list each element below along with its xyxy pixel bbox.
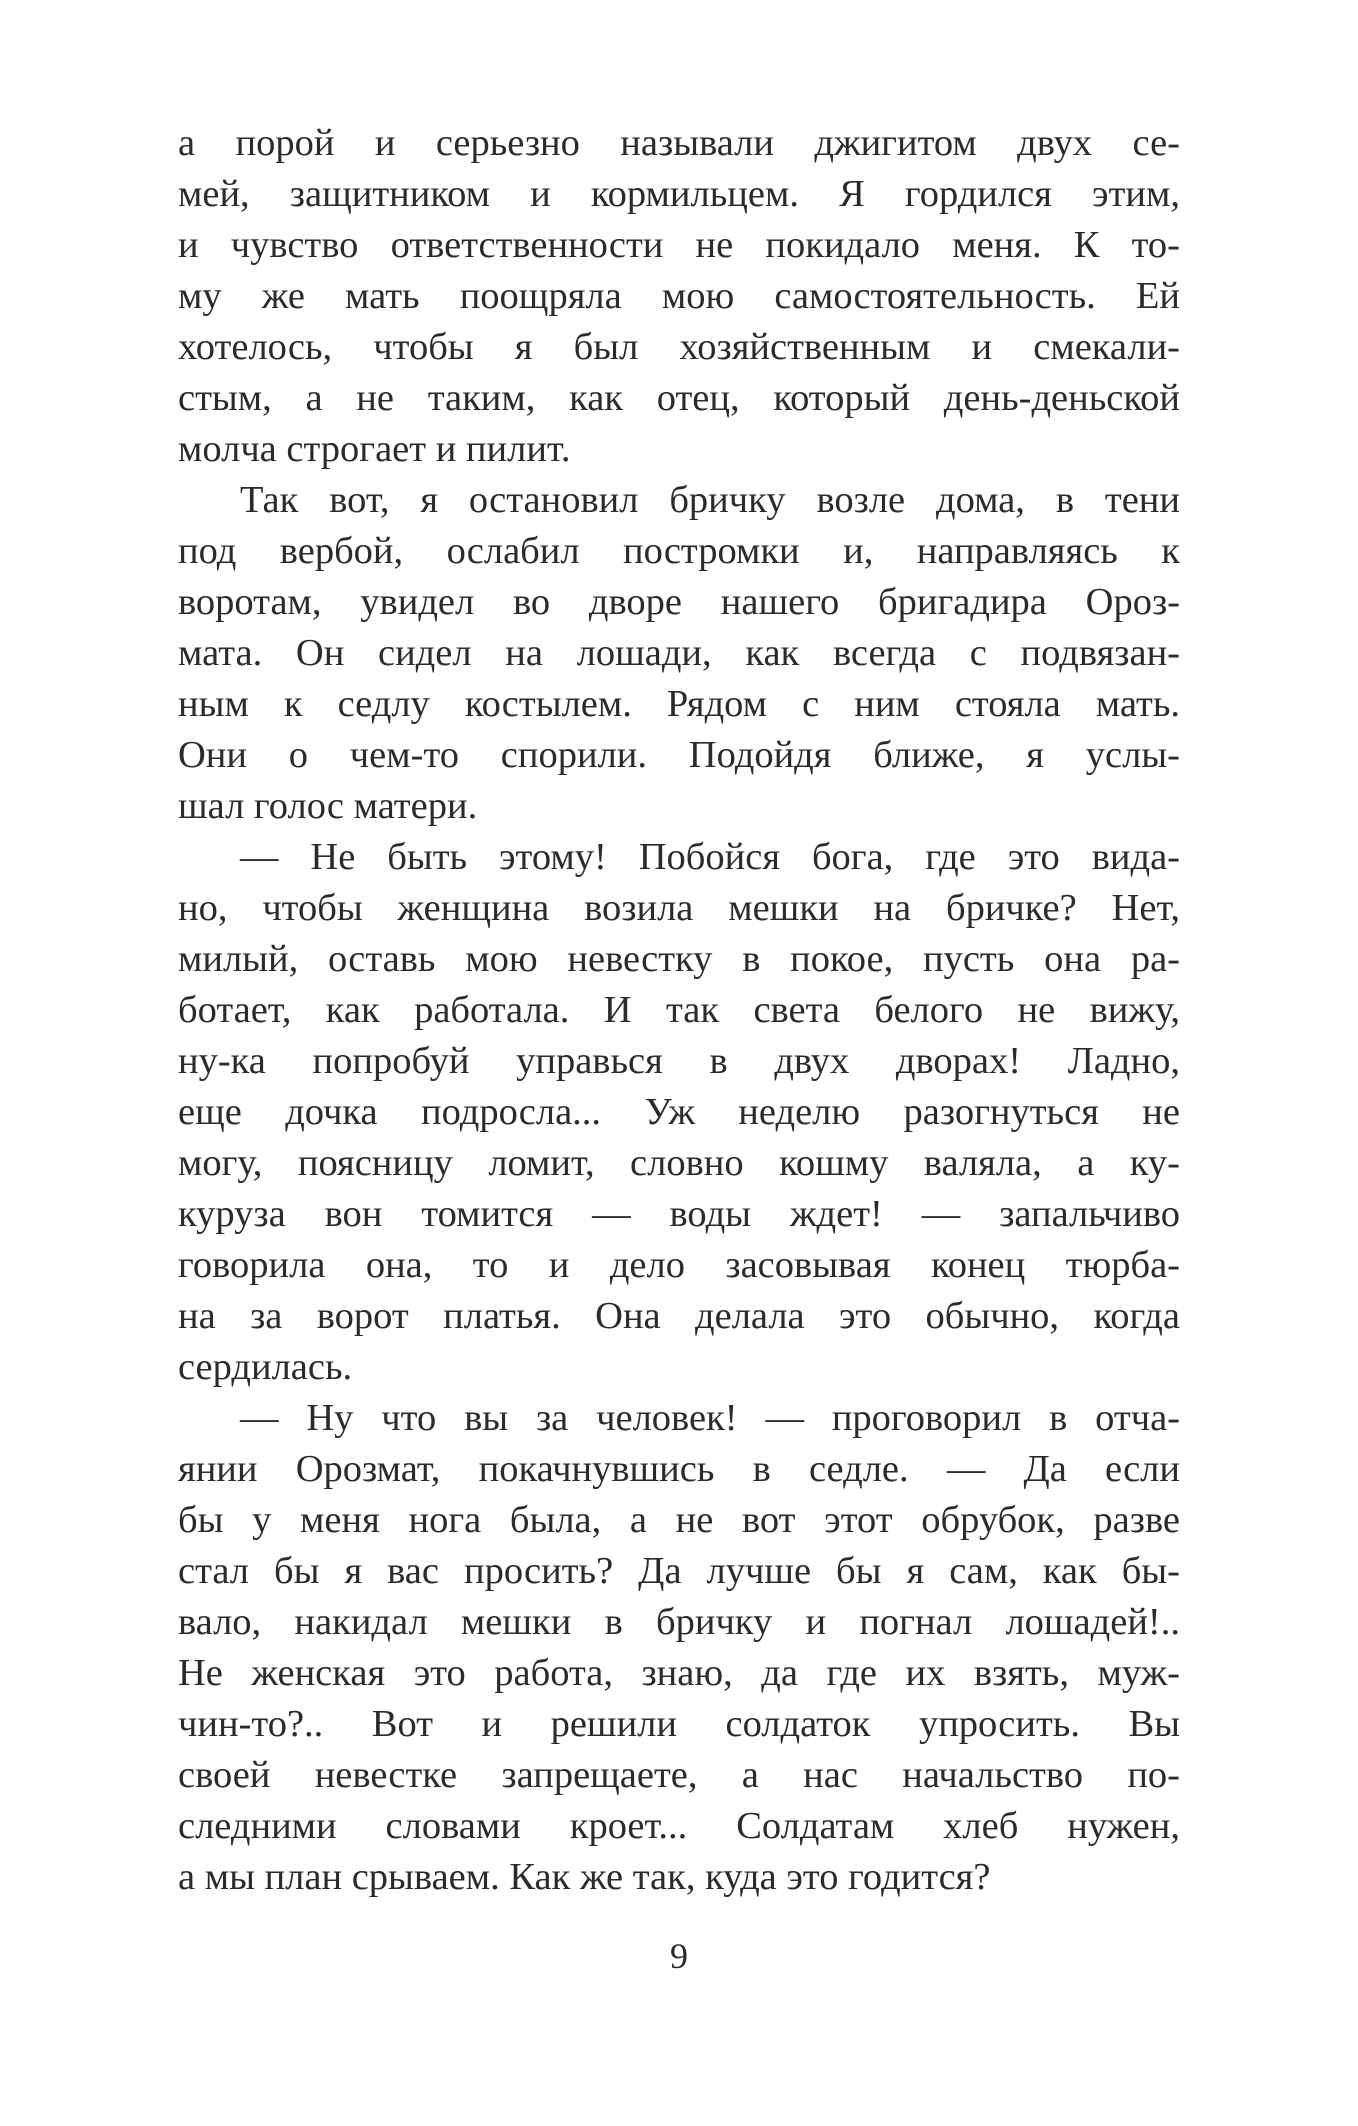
text-line: ным к седлу костылем. Рядом с ним стояла мать.: [178, 683, 1180, 725]
text-line: Так вот, я остановил бричку возле дома, в тени: [240, 479, 1180, 521]
paragraph: [178, 118, 1180, 475]
text-line: могу, поясницу ломит, словно кошму валяла, а ку-: [178, 1142, 1180, 1184]
text-line: Они о чем-то спорили. Подойдя ближе, я услы-: [178, 734, 1180, 776]
text-line: чин-то?.. Вот и решили солдаток упросить. Вы: [178, 1703, 1180, 1745]
text-line: следними словами кроет... Солдатам хлеб нужен,: [178, 1805, 1180, 1847]
text-line: вало, накидал мешки в бричку и погнал лошадей!..: [178, 1601, 1180, 1643]
text-line: му же мать поощряла мою самостоятельность. Ей: [178, 275, 1180, 317]
paragraph: [178, 832, 1180, 1393]
text-line: но, чтобы женщина возила мешки на бричке? Нет,: [178, 887, 1180, 929]
text-line: еще дочка подросла... Уж неделю разогнуться не: [178, 1091, 1180, 1133]
text-line: ну-ка попробуй управься в двух дворах! Ладно,: [178, 1040, 1180, 1082]
text-line: а порой и серьезно называли джигитом двух се-: [178, 122, 1180, 164]
text-line: на за ворот платья. Она делала это обычно, когда: [178, 1295, 1180, 1337]
text-line: ботает, как работала. И так света белого не вижу,: [178, 989, 1180, 1031]
text-line: янии Орозмат, покачнувшись в седле. — Да если: [178, 1448, 1180, 1490]
text-line: бы у меня нога была, а не вот этот обрубок, разве: [178, 1499, 1180, 1541]
body-text: [178, 118, 1180, 1903]
text-line: Не женская это работа, знаю, да где их взять, муж-: [178, 1652, 1180, 1694]
text-line: хотелось, чтобы я был хозяйственным и смекали-: [178, 326, 1180, 368]
text-line: милый, оставь мою невестку в покое, пусть она ра-: [178, 938, 1180, 980]
paragraph: [178, 475, 1180, 832]
text-line: под вербой, ослабил постромки и, направляясь к: [178, 530, 1180, 572]
text-line: шал голос матери.: [178, 785, 478, 827]
text-line: воротам, увидел во дворе нашего бригадира Ороз-: [178, 581, 1180, 623]
paragraph: [178, 1393, 1180, 1903]
text-line: стал бы я вас просить? Да лучше бы я сам, как бы-: [178, 1550, 1180, 1592]
page-number: 9: [670, 1936, 688, 1976]
text-line: своей невестке запрещаете, а нас начальство по-: [178, 1754, 1180, 1796]
text-line: мей, защитником и кормильцем. Я гордился этим,: [178, 173, 1180, 215]
text-line: и чувство ответственности не покидало меня. К то-: [178, 224, 1180, 266]
text-line: молча строгает и пилит.: [178, 428, 571, 470]
text-line: а мы план срываем. Как же так, куда это годится?: [178, 1856, 991, 1898]
text-line: — Ну что вы за человек! — проговорил в отча-: [240, 1397, 1180, 1439]
text-line: сердилась.: [178, 1346, 353, 1388]
text-line: мата. Он сидел на лошади, как всегда с подвязан-: [178, 632, 1180, 674]
text-line: куруза вон томится — воды ждет! — запальчиво: [178, 1193, 1180, 1235]
text-line: стым, а не таким, как отец, который день-деньской: [178, 377, 1180, 419]
text-line: — Не быть этому! Побойся бога, где это вида-: [240, 836, 1180, 878]
text-line: говорила она, то и дело засовывая конец тюрба-: [178, 1244, 1180, 1286]
